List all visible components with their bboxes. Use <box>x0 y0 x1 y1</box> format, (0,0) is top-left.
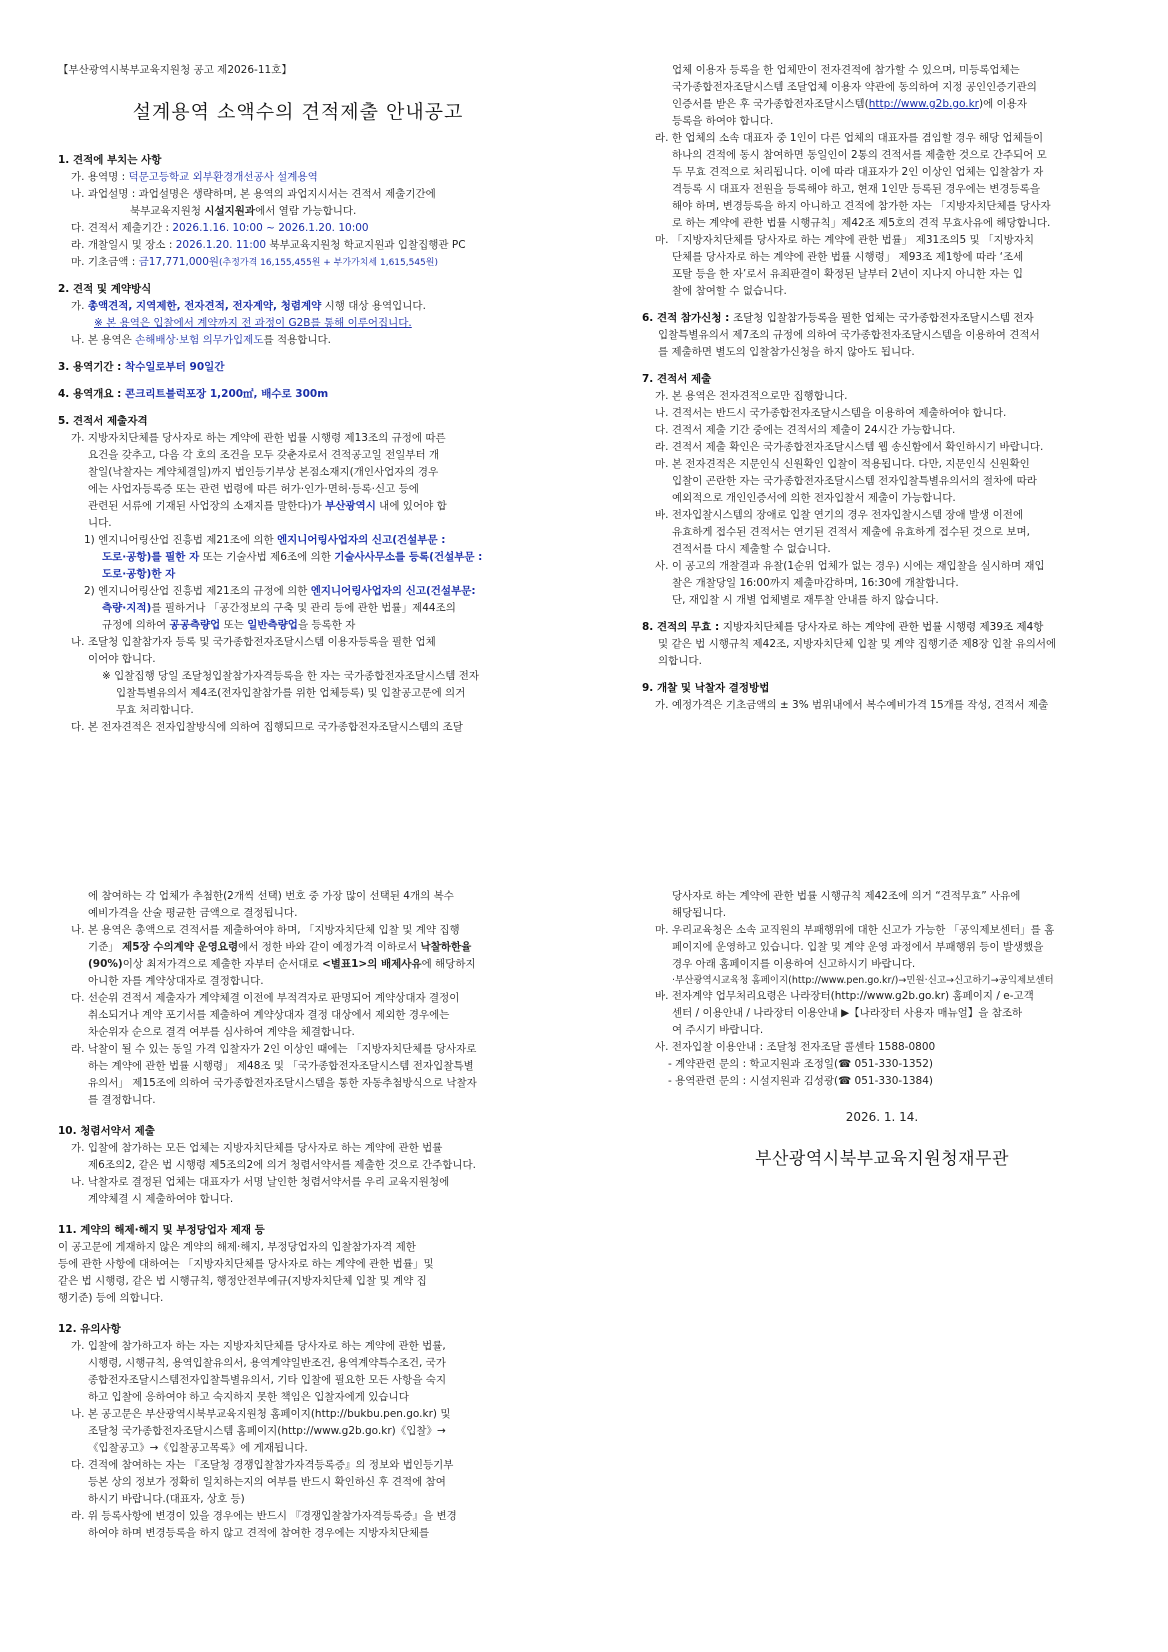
s8-l3: 의합니다. <box>658 655 702 667</box>
section-6-heading: 6. 견적 참가신청 : 조달청 입찰참가등록을 필한 업체는 국가종합전자조달시스템 전자 <box>642 312 1034 324</box>
s5-item-ga-l3: 찰일(낙찰자는 계약체결일)까지 법인등기부상 본점소재지(개인사업자의 경우 <box>88 465 439 478</box>
s12-item-da: 다. 견적에 참여하는 자는 『조달청 경쟁입찰참가자격등록증』의 정보와 법인등기부 <box>71 1459 454 1471</box>
s12-item-ga: 가. 입찰에 참가하고자 하는 자는 지방자치단체를 당사자로 하는 계약에 관한 법률, <box>71 1340 446 1352</box>
issuing-officer: 부산광역시북부교육지원청재무관 <box>755 1148 1009 1169</box>
r1-cont-l1: 업체 이용자 등록을 한 업체만이 전자견적에 참가할 수 있으며, 미등록업체는 <box>672 64 1020 76</box>
section-4-heading: 4. 용역개요 : 콘크리트블럭포장 1,200㎡, 배수로 300m <box>58 387 329 400</box>
s12-item-da-l3: 하시기 바랍니다.(대표자, 상호 등) <box>88 1493 245 1505</box>
s10-item-na: 나. 낙찰자로 결정된 업체는 대표자가 서명 날인한 청렴서약서를 우리 교육지원청에 <box>71 1176 450 1188</box>
s12-ra-cont-l1: 당사자로 하는 계약에 관한 법률 시행규칙 제42조에 의거 “견적무효” 사유에 <box>672 890 1021 902</box>
section-7-heading: 7. 견적서 제출 <box>642 373 712 385</box>
section-8-heading: 8. 견적의 무효 : 지방자치단체를 당사자로 하는 계약에 관한 법률 시행령 제39조 제4항 <box>642 621 1044 633</box>
s5-item-ga: 가. 지방자치단체를 당사자로 하는 계약에 관한 법률 시행령 제13조의 규정에 따른 <box>71 431 446 444</box>
service-contact: - 용역관련 문의 : 시설지원과 김성광(☎ 051-330-1384) <box>668 1075 934 1088</box>
g2b-link: http://www.g2b.go.kr <box>868 98 979 110</box>
s12-item-ba-l3: 여 주시기 바랍니다. <box>672 1024 764 1037</box>
page1-right-column <box>642 62 1122 714</box>
s9-ga-cont-l1: 에 참여하는 각 업체가 추첨한(2개씩 선택) 번호 중 가장 많이 선택된 4개의 복수 <box>88 890 454 902</box>
s2-item-ga: 가. 총액견적, 지역제한, 전자견적, 전자계약, 청렴계약 시행 대상 용역입니다. <box>71 299 426 312</box>
s7-item-ga: 가. 본 용역은 전자견적으로만 집행합니다. <box>655 390 848 402</box>
s7-item-ba-l2: 유효하게 접수된 견적서는 연기된 견적서 제출에 유효하게 접수된 것으로 보며, <box>672 526 1030 538</box>
s5-item-ga-l4: 에는 사업자등록증 또는 관련 법령에 따른 허가·인가·면허·등록·신고 등에 <box>88 482 419 495</box>
s12-ra-cont-l2: 해당됩니다. <box>672 907 727 919</box>
s12-item-ra: 라. 위 등록사항에 변경이 있을 경우에는 반드시 『경쟁입찰참가자격등록증』을 변경 <box>71 1510 457 1522</box>
s9-item-ra-l3: 유의서」 제15조에 의하여 국가종합전자조달시스템을 통한 자동추첨방식으로 낙찰자 <box>88 1077 477 1089</box>
s5-subitem-1-cont: 도로·공항)를 필한 자 또는 기술사법 제6조에 의한 기술사사무소를 등록(건설부문 : <box>102 550 483 563</box>
notice-date: 2026. 1. 14. <box>845 1110 919 1125</box>
notice-number: 【부산광역시북부교육지원청 공고 제2026-11호】 <box>58 64 292 76</box>
page-top <box>0 0 1168 820</box>
s10-item-ga: 가. 입찰에 참가하는 모든 업체는 지방자치단체를 당사자로 하는 계약에 관한 법률 <box>71 1142 443 1154</box>
section-1-heading: 1. 견적에 부치는 사항 <box>58 153 162 166</box>
s12-item-na-l2: 조달청 국가종합전자조달시스템 홈페이지(http://www.g2b.go.kr)《입찰》→ <box>88 1425 446 1437</box>
s9-item-da-l3: 차순위자 순으로 결격 여부를 심사하여 계약을 체결합니다. <box>88 1026 355 1038</box>
s11-l2: 등에 관한 사항에 대하여는 「지방자치단체를 당사자로 하는 계약에 관한 법률」및 <box>58 1258 434 1270</box>
s5-item-ga-l2: 요건을 갖추고, 다음 각 호의 조건을 모두 갖춘자로서 견적공고일 전일부터 개 <box>88 448 440 461</box>
s12-item-ma-l3: 경우 아래 홈페이지를 이용하여 신고하시기 바랍니다. <box>672 958 916 970</box>
contract-contact: - 계약관련 문의 : 학교지원과 조정일(☎ 051-330-1352) <box>668 1058 934 1071</box>
s7-item-da: 다. 견적서 제출 기간 중에는 견적서의 제출이 24시간 가능합니다. <box>655 424 956 436</box>
r1-item-ma-l2: 단체를 당사자로 하는 계약에 관한 법률 시행령」 제93조 제1항에 따라 ‘조세 <box>672 251 1024 263</box>
s11-l4: 행기준) 등에 의합니다. <box>58 1292 164 1304</box>
s7-item-sa: 사. 이 공고의 개찰결과 유찰(1순위 업체가 없는 경우) 시에는 재입찰을 실시하며 재입 <box>655 560 1045 572</box>
section-2-heading: 2. 견적 및 계약방식 <box>58 282 152 295</box>
s7-item-na: 나. 견적서는 반드시 국가종합전자조달시스템을 이용하여 제출하여야 합니다. <box>655 407 1007 419</box>
s6-l2: 입찰특별유의서 제7조의 규정에 의하여 국가종합전자조달시스템을 이용하여 견적서 <box>658 329 1040 341</box>
r1-item-ra-l4: 격등록 시 대표자 전원을 등록해야 하고, 현재 1인만 등록된 경우에는 변경등록을 <box>672 183 1040 195</box>
s5-subitem-1: 1) 엔지니어링산업 진흥법 제21조에 의한 엔지니어링사업자의 신고(건설부문 : <box>84 533 446 546</box>
s9-item-ra-l2: 하는 계약에 관한 법률 시행령」 제48조 및 「국가종합전자조달시스템 전자입찰특별 <box>88 1060 474 1072</box>
s11-l1: 이 공고문에 게재하지 않은 계약의 해제·해지, 부정당업자의 입찰참가자격 제한 <box>58 1241 416 1253</box>
service-overview: 콘크리트블럭포장 1,200㎡, 배수로 300m <box>125 387 329 400</box>
r1-item-ra-l3: 두 무효 견적으로 처리됩니다. 이에 따라 대표자가 2인 이상인 업체는 입찰참가 자 <box>672 166 1044 178</box>
section-10-heading: 10. 청렴서약서 제출 <box>58 1125 155 1137</box>
s12-item-ba: 바. 전자계약 업무처리요령은 나라장터(http://www.g2b.go.kr) 홈페이지 / e-고객 <box>655 990 1034 1003</box>
r1-cont-l2: 국가종합전자조달시스템 조달업체 이용자 약관에 동의하여 지정 공인인증기관의 <box>672 81 1037 93</box>
s1-item-na: 나. 과업설명 : 과업설명은 생략하며, 본 용역의 과업지시서는 견적서 제출기간에 <box>71 187 436 200</box>
s9-item-na-l3: (90%)이상 최저가격으로 제출한 자부터 순서대로 <별표1>의 배제사유에 해당하지 <box>88 958 476 970</box>
s5-subitem-2: 2) 엔지니어링산업 진흥법 제21조의 규정에 의한 엔지니어링사업자의 신고(건설부문: <box>84 584 476 597</box>
s10-item-ga-l2: 제6조의2, 같은 법 시행령 제5조의2에 의거 청렴서약서를 제출한 것으로 간주합니다. <box>88 1159 477 1171</box>
whistleblower-center-path: ·부산광역시교육청 홈페이지(http://www.pen.go.kr/)→민원·신고→신고하기→공익제보센터 <box>672 975 1054 986</box>
s5-item-ga-l5: 관련된 서류에 기재된 사업장의 소재지를 말한다)가 부산광역시 내에 있어야 합 <box>88 499 447 512</box>
s7-item-sa-l3: 단, 재입찰 시 개별 업체별로 재투찰 안내를 하지 않습니다. <box>672 594 939 606</box>
s5-item-na-note-l2: 입찰특별유의서 제4조(전자입찰참가를 위한 업체등록) 및 입찰공고문에 의거 <box>116 686 466 699</box>
s9-item-na-l4: 아니한 자를 계약상대자로 결정합니다. <box>88 975 264 987</box>
s5-item-da: 다. 본 전자견적은 전자입찰방식에 의하여 집행되므로 국가종합전자조달시스템의 조달 <box>71 720 463 733</box>
s5-item-na-l2: 이어야 합니다. <box>88 652 156 665</box>
section-11-heading: 11. 계약의 해제·해지 및 부정당업자 제재 등 <box>58 1224 265 1236</box>
s9-item-ga: 가. 예정가격은 기초금액의 ± 3% 범위내에서 복수예비가격 15개를 작성, 견적서 제출 <box>655 699 1049 711</box>
s1-item-ra: 라. 개찰일시 및 장소 : 2026.1.20. 11:00 북부교육지원청 학교지원과 입찰집행관 PC <box>71 238 466 251</box>
s1-item-da: 다. 견적서 제출기간 : 2026.1.16. 10:00 ~ 2026.1.20. 10:00 <box>71 221 369 234</box>
document-title: 설계용역 소액수의 견적제출 안내공고 <box>132 101 464 123</box>
s12-item-sa: 사. 전자입찰 이용안내 : 조달청 전자조달 콜센타 1588-0800 <box>655 1041 936 1054</box>
s5-item-na-note: ※ 입찰집행 당일 조달청입찰참가자격등록을 한 자는 국가종합전자조달시스템 전자 <box>102 669 480 682</box>
s5-subitem-2-cont: 측량·지적)를 필하거나 「공간정보의 구축 및 관리 등에 관한 법률」제44조의 <box>102 601 456 614</box>
s12-item-na: 나. 본 공고문은 부산광역시북부교육지원청 홈페이지(http://bukbu.pen.go.kr) 및 <box>71 1408 451 1420</box>
s12-item-ra-l2: 하여야 하며 변경등록을 하지 않고 견적에 참여한 경우에는 지방자치단체를 <box>88 1527 430 1539</box>
s7-item-ma: 마. 본 전자견적은 지문인식 신원확인 입찰이 적용됩니다. 다만, 지문인식 신원확인 <box>655 458 1030 470</box>
r1-item-ma-l3: 포탈 등을 한 자’로서 유죄판결이 확정된 날부터 2년이 지나지 아니한 자는 입 <box>672 268 1024 280</box>
s2-g2b-note: ※ 본 용역은 입찰에서 계약까지 전 과정이 G2B를 통해 이루어집니다. <box>94 316 412 329</box>
s5-item-ga-l6: 니다. <box>88 516 112 529</box>
r1-item-ra-l6: 로 하는 계약에 관한 법률 시행규칙」제42조 제5호의 견적 무효사유에 해당합니다. <box>672 217 1051 229</box>
page-bottom <box>0 870 1168 1652</box>
s9-item-da-l2: 취소되거나 계약 포기서를 제출하여 계약상대자 결정 대상에서 제외한 경우에는 <box>88 1009 450 1021</box>
s7-item-ma-l3: 예외적으로 개인인증서에 의한 전자입찰서 제출이 가능합니다. <box>672 492 956 504</box>
r1-item-ma: 마. 「지방자치단체를 당사자로 하는 계약에 관한 법률」 제31조의5 및 「지방자치 <box>655 234 1035 246</box>
s8-l2: 및 같은 법 시행규칙 제42조, 지방자치단체 입찰 및 계약 집행기준 제8장 입찰 유의서에 <box>658 638 1057 650</box>
s2-item-na: 나. 본 용역은 손해배상·보험 의무가입제도를 적용합니다. <box>71 333 332 346</box>
service-period: 착수일로부터 90일간 <box>125 360 225 373</box>
section-3-heading: 3. 용역기간 : 착수일로부터 90일간 <box>58 360 225 373</box>
s7-item-ra: 라. 견적서 제출 확인은 국가종합전자조달시스템 웹 송신함에서 확인하시기 바랍니다. <box>655 441 1044 453</box>
s9-ga-cont-l2: 예비가격을 산술 평균한 금액으로 결정됩니다. <box>88 907 298 919</box>
s9-item-na-l2: 기준」 제5장 수의계약 운영요령에서 정한 바와 같이 예정가격 이하로서 낙찰하한율 <box>88 941 472 953</box>
s9-item-da: 다. 선순위 견적서 제출자가 계약체결 이전에 부적격자로 판명되어 계약상대자 결정이 <box>71 992 460 1004</box>
r1-item-ma-l4: 찰에 참여할 수 없습니다. <box>672 285 787 297</box>
s5-subitem-1-cont2: 도로·공항)한 자 <box>102 567 176 580</box>
r1-item-ra-l5: 해야 하며, 변경등록을 하지 아니하고 견적에 참가한 자는 「지방자치단체를 당사자 <box>672 200 1051 212</box>
s5-item-na: 나. 조달청 입찰참가자 등록 및 국가종합전자조달시스템 이용자등록을 필한 업체 <box>71 635 436 648</box>
s1-item-ga: 가. 용역명 : 덕문고등학교 외부환경개선공사 설계용역 <box>71 170 318 183</box>
s12-item-ga-l4: 하고 입찰에 응하여야 하고 숙지하지 못한 책임은 입찰자에게 있습니다 <box>88 1391 409 1403</box>
section-5-heading: 5. 견적서 제출자격 <box>58 414 148 427</box>
s1-item-ma: 마. 기초금액 : 금17,771,000원(추정가격 16,155,455원 + 부가가치세 1,615,545원) <box>71 255 438 268</box>
r1-item-ra: 라. 한 업체의 소속 대표자 중 1인이 다른 업체의 대표자를 겸임할 경우 해당 업체들이 <box>655 132 1044 144</box>
s7-item-ba-l3: 견적서를 다시 제출할 수 없습니다. <box>672 543 831 555</box>
s11-l3: 같은 법 시행령, 같은 법 시행규칙, 행정안전부예규(지방자치단체 입찰 및 계약 집 <box>58 1275 427 1287</box>
s12-item-na-l3: 《입찰공고》→《입찰공고목록》에 게재됩니다. <box>88 1442 308 1454</box>
s10-item-na-l2: 계약체결 시 제출하여야 합니다. <box>88 1193 234 1205</box>
s1-item-na-cont: 북부교육지원청 시설지원과에서 열람 가능합니다. <box>130 204 357 217</box>
s5-item-na-note-l3: 무효 처리합니다. <box>116 703 194 716</box>
page2-left-column <box>58 888 538 1542</box>
page2-right-column <box>642 888 1122 1173</box>
s12-item-da-l2: 등본 상의 정보가 정확히 일치하는지의 여부를 반드시 확인하신 후 견적에 참여 <box>88 1476 446 1488</box>
s9-item-ra: 라. 낙찰이 될 수 있는 동일 가격 입찰자가 2인 이상인 때에는 「지방자치단체를 당사자로 <box>71 1043 477 1055</box>
section-12-heading: 12. 유의사항 <box>58 1323 121 1335</box>
s9-item-ra-l4: 를 결정합니다. <box>88 1094 156 1106</box>
s12-item-ba-l2: 센터 / 이용안내 / 나라장터 이용안내 ▶【나라장터 사용자 매뉴얼】을 참조하 <box>672 1007 1023 1020</box>
s12-item-ga-l3: 종합전자조달시스템전자입찰특별유의서, 기타 입찰에 필요한 모든 사항을 숙지 <box>88 1374 447 1386</box>
section-9-heading: 9. 개찰 및 낙찰자 결정방법 <box>642 682 770 694</box>
s7-item-ma-l2: 입찰이 곤란한 자는 국가종합전자조달시스템 전자입찰특별유의서의 절차에 따라 <box>672 475 1037 487</box>
page1-left-column <box>58 62 538 736</box>
s9-item-na: 나. 본 용역은 총액으로 견적서를 제출하여야 하며, 「지방자치단체 입찰 및 계약 집행 <box>71 924 460 936</box>
s12-item-ma: 마. 우리교육청은 소속 교직원의 부패행위에 대한 신고가 가능한 「공익제보센터」를 홈 <box>655 924 1055 936</box>
s7-item-sa-l2: 찰은 개찰당일 16:00까지 제출마감하며, 16:30에 개찰합니다. <box>672 577 959 589</box>
r1-cont-l4: 등록을 하여야 합니다. <box>672 115 774 127</box>
r1-item-ra-l2: 하나의 견적에 동시 참여하면 동일인이 2통의 견적서를 제출한 것으로 간주되어 모 <box>672 149 1047 161</box>
s6-l3: 를 제출하면 별도의 입찰참가신청을 하지 않아도 됩니다. <box>658 346 915 358</box>
s7-item-ba: 바. 전자입찰시스템의 장애로 입찰 연기의 경우 전자입찰시스템 장애 발생 이전에 <box>655 509 1024 521</box>
s12-item-ma-l2: 페이지에 운영하고 있습니다. 입찰 및 계약 운영 과정에서 부패행위 등이 발생했을 <box>672 941 1044 953</box>
s5-subitem-2-cont2: 규정에 의하여 공공측량업 또는 일반측량업을 등록한 자 <box>102 618 356 631</box>
s12-item-ga-l2: 시행령, 시행규칙, 용역입찰유의서, 용역계약일반조건, 용역계약특수조건, 국가 <box>88 1357 446 1369</box>
r1-cont-l3: 인증서를 받은 후 국가종합전자조달시스템(http://www.g2b.go.kr)에 이용자 <box>672 98 1027 110</box>
